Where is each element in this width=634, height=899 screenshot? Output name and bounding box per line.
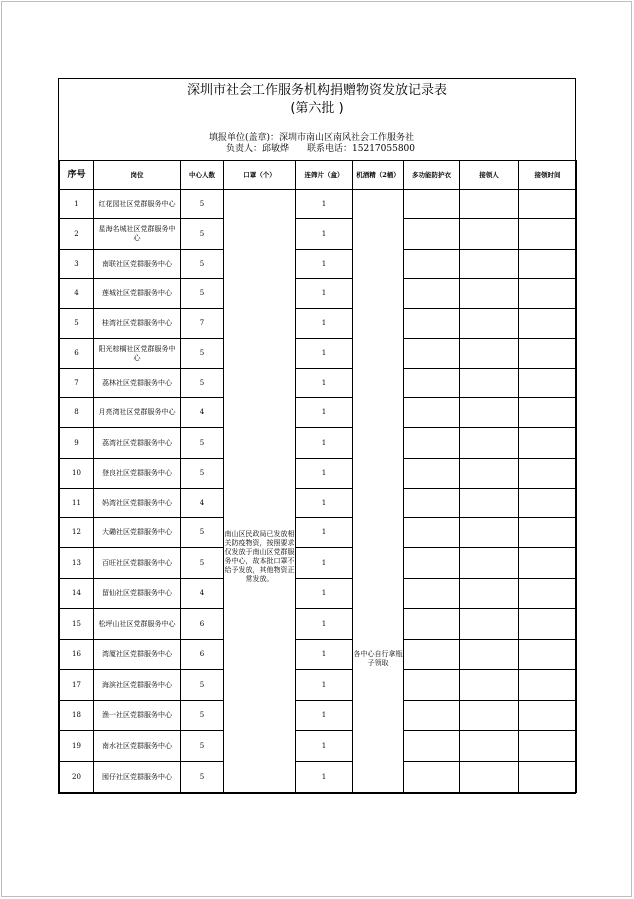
col-header-pieces: 连筛片（盒） [296,161,353,190]
row-receiver [460,219,519,250]
row-receive-time [519,428,577,459]
row-no: 16 [60,640,94,670]
row-post-name: 莲城社区党群服务中心 [94,279,181,309]
row-no: 6 [60,339,94,369]
row-receive-time [519,250,577,279]
col-header-post: 岗位 [94,161,181,190]
row-protective-suit [404,279,460,309]
row-center-count: 4 [181,398,224,428]
row-receive-time [519,701,577,731]
row-receive-time [519,579,577,609]
row-receive-time [519,459,577,489]
row-pieces: 1 [296,762,353,793]
row-receiver [460,762,519,793]
row-post-name: 荔湾社区党群服务中心 [94,428,181,459]
row-pieces: 1 [296,609,353,640]
row-post-name: 百旺社区党群服务中心 [94,548,181,579]
table-row [60,279,577,309]
row-receive-time [519,762,577,793]
row-pieces: 1 [296,459,353,489]
row-protective-suit [404,428,460,459]
sheet-header [59,79,575,160]
row-pieces: 1 [296,579,353,609]
row-post-name: 松坪山社区党群服务中心 [94,609,181,640]
row-protective-suit [404,250,460,279]
row-no: 19 [60,731,94,762]
row-receive-time [519,309,577,339]
row-pieces: 1 [296,731,353,762]
row-center-count: 5 [181,670,224,701]
row-center-count: 5 [181,190,224,219]
filing-unit: 填报单位(盖章)：深圳市南山区南风社会工作服务社 [209,133,415,143]
row-center-count: 5 [181,428,224,459]
row-pieces: 1 [296,279,353,309]
alcohol-note-cell [353,190,404,793]
col-header-no: 序号 [60,161,94,190]
contact-line [226,144,415,155]
row-receive-time [519,731,577,762]
row-protective-suit [404,489,460,518]
row-receive-time [519,398,577,428]
row-receive-time [519,219,577,250]
row-post-name: 星海名城社区党群服务中心 [94,219,181,250]
col-header-receiver: 接领人 [460,161,519,190]
row-receiver [460,428,519,459]
row-receiver [460,640,519,670]
row-post-name: 留仙社区党群服务中心 [94,579,181,609]
row-receive-time [519,548,577,579]
row-post-name: 南水社区党群服务中心 [94,731,181,762]
row-post-name: 海滨社区党群服务中心 [94,670,181,701]
row-protective-suit [404,459,460,489]
table-row [60,339,577,369]
row-receiver [460,489,519,518]
row-receiver [460,279,519,309]
alcohol-note: 各中心自行拿瓶子领取 [353,650,403,667]
row-protective-suit [404,369,460,398]
row-post-name: 荔林社区党群服务中心 [94,369,181,398]
row-no: 18 [60,701,94,731]
table-row [60,640,577,670]
row-center-count: 5 [181,250,224,279]
row-receiver [460,190,519,219]
row-post-name: 月亮湾社区党群服务中心 [94,398,181,428]
row-post-name: 红花园社区党群服务中心 [94,190,181,219]
row-no: 17 [60,670,94,701]
row-protective-suit [404,190,460,219]
row-receive-time [519,670,577,701]
row-receive-time [519,518,577,548]
row-no: 5 [60,309,94,339]
table-row [60,398,577,428]
row-protective-suit [404,398,460,428]
row-receiver [460,670,519,701]
row-protective-suit [404,518,460,548]
row-center-count: 5 [181,279,224,309]
table-row [60,459,577,489]
row-center-count: 5 [181,339,224,369]
row-center-count: 7 [181,309,224,339]
row-receiver [460,518,519,548]
row-receiver [460,731,519,762]
row-receiver [460,579,519,609]
row-receiver [460,701,519,731]
mask-note-cell [224,190,296,793]
row-protective-suit [404,219,460,250]
row-receive-time [519,190,577,219]
row-pieces: 1 [296,701,353,731]
row-protective-suit [404,309,460,339]
row-center-count: 6 [181,640,224,670]
row-post-name: 渔一社区党群服务中心 [94,701,181,731]
table-row [60,670,577,701]
header-row [60,161,577,190]
row-post-name: 大磡社区党群服务中心 [94,518,181,548]
row-center-count: 5 [181,701,224,731]
row-receive-time [519,640,577,670]
row-center-count: 4 [181,489,224,518]
row-no: 4 [60,279,94,309]
col-header-alcohol: 机酒精（2桶） [353,161,404,190]
contact-phone: 联系电话：15217055800 [307,144,416,154]
row-center-count: 6 [181,609,224,640]
row-pieces: 1 [296,250,353,279]
row-receiver [460,309,519,339]
row-center-count: 5 [181,518,224,548]
col-header-count: 中心人数 [181,161,224,190]
row-post-name: 阳光棕榈社区党群服务中心 [94,339,181,369]
row-pieces: 1 [296,670,353,701]
row-pieces: 1 [296,369,353,398]
table-row [60,701,577,731]
row-receive-time [519,609,577,640]
row-center-count: 4 [181,579,224,609]
row-no: 10 [60,459,94,489]
row-pieces: 1 [296,309,353,339]
row-no: 9 [60,428,94,459]
row-post-name: 南联社区党群服务中心 [94,250,181,279]
row-pieces: 1 [296,489,353,518]
table-row [60,731,577,762]
row-no: 8 [60,398,94,428]
table-row [60,190,577,219]
col-header-masks: 口罩（个） [224,161,296,190]
row-no: 3 [60,250,94,279]
row-protective-suit [404,640,460,670]
table-row [60,428,577,459]
sheet-subtitle: (第六批 ) [290,101,344,116]
row-receive-time [519,489,577,518]
col-header-receive-time: 接领时间 [519,161,577,190]
mask-note: 南山区民政局已发放相关防疫物资，按照要求仅发放于南山区党群服务中心，故本批口罩不给予发放，其他物资正常发放。 [224,530,295,583]
table-row [60,762,577,793]
row-receiver [460,609,519,640]
row-receiver [460,339,519,369]
row-no: 7 [60,369,94,398]
row-protective-suit [404,548,460,579]
row-receiver [460,459,519,489]
row-no: 11 [60,489,94,518]
row-center-count: 5 [181,369,224,398]
table-row [60,579,577,609]
row-pieces: 1 [296,339,353,369]
row-post-name: 登良社区党群服务中心 [94,459,181,489]
row-receiver [460,548,519,579]
table-row [60,609,577,640]
row-protective-suit [404,339,460,369]
table-row [60,369,577,398]
row-center-count: 5 [181,459,224,489]
row-pieces: 1 [296,548,353,579]
row-receiver [460,250,519,279]
row-post-name: 湾厦社区党群服务中心 [94,640,181,670]
row-center-count: 5 [181,548,224,579]
row-no: 1 [60,190,94,219]
row-no: 14 [60,579,94,609]
table-row [60,309,577,339]
row-receive-time [519,279,577,309]
row-post-name: 妈湾社区党群服务中心 [94,489,181,518]
record-sheet [58,78,576,794]
row-post-name: 囤仔社区党群服务中心 [94,762,181,793]
row-receive-time [519,369,577,398]
responsible-person: 负责人：邱敏烨 [226,144,290,154]
row-pieces: 1 [296,190,353,219]
row-protective-suit [404,670,460,701]
row-pieces: 1 [296,640,353,670]
table-row [60,219,577,250]
sheet-title: 深圳市社会工作服务机构捐赠物资发放记录表 [186,83,447,98]
row-no: 15 [60,609,94,640]
row-pieces: 1 [296,428,353,459]
row-receiver [460,398,519,428]
row-pieces: 1 [296,219,353,250]
row-protective-suit [404,579,460,609]
row-pieces: 1 [296,398,353,428]
row-no: 2 [60,219,94,250]
row-pieces: 1 [296,518,353,548]
row-post-name: 桂湾社区党群服务中心 [94,309,181,339]
row-protective-suit [404,731,460,762]
distribution-table [59,160,577,793]
row-receive-time [519,339,577,369]
row-protective-suit [404,762,460,793]
row-receiver [460,369,519,398]
row-protective-suit [404,701,460,731]
table-row [60,489,577,518]
table-row [60,548,577,579]
table-row [60,518,577,548]
row-protective-suit [404,609,460,640]
col-header-protective-suit: 多功能防护衣 [404,161,460,190]
table-row [60,250,577,279]
row-center-count: 5 [181,762,224,793]
row-center-count: 5 [181,219,224,250]
row-no: 13 [60,548,94,579]
row-no: 12 [60,518,94,548]
row-center-count: 5 [181,731,224,762]
row-no: 20 [60,762,94,793]
